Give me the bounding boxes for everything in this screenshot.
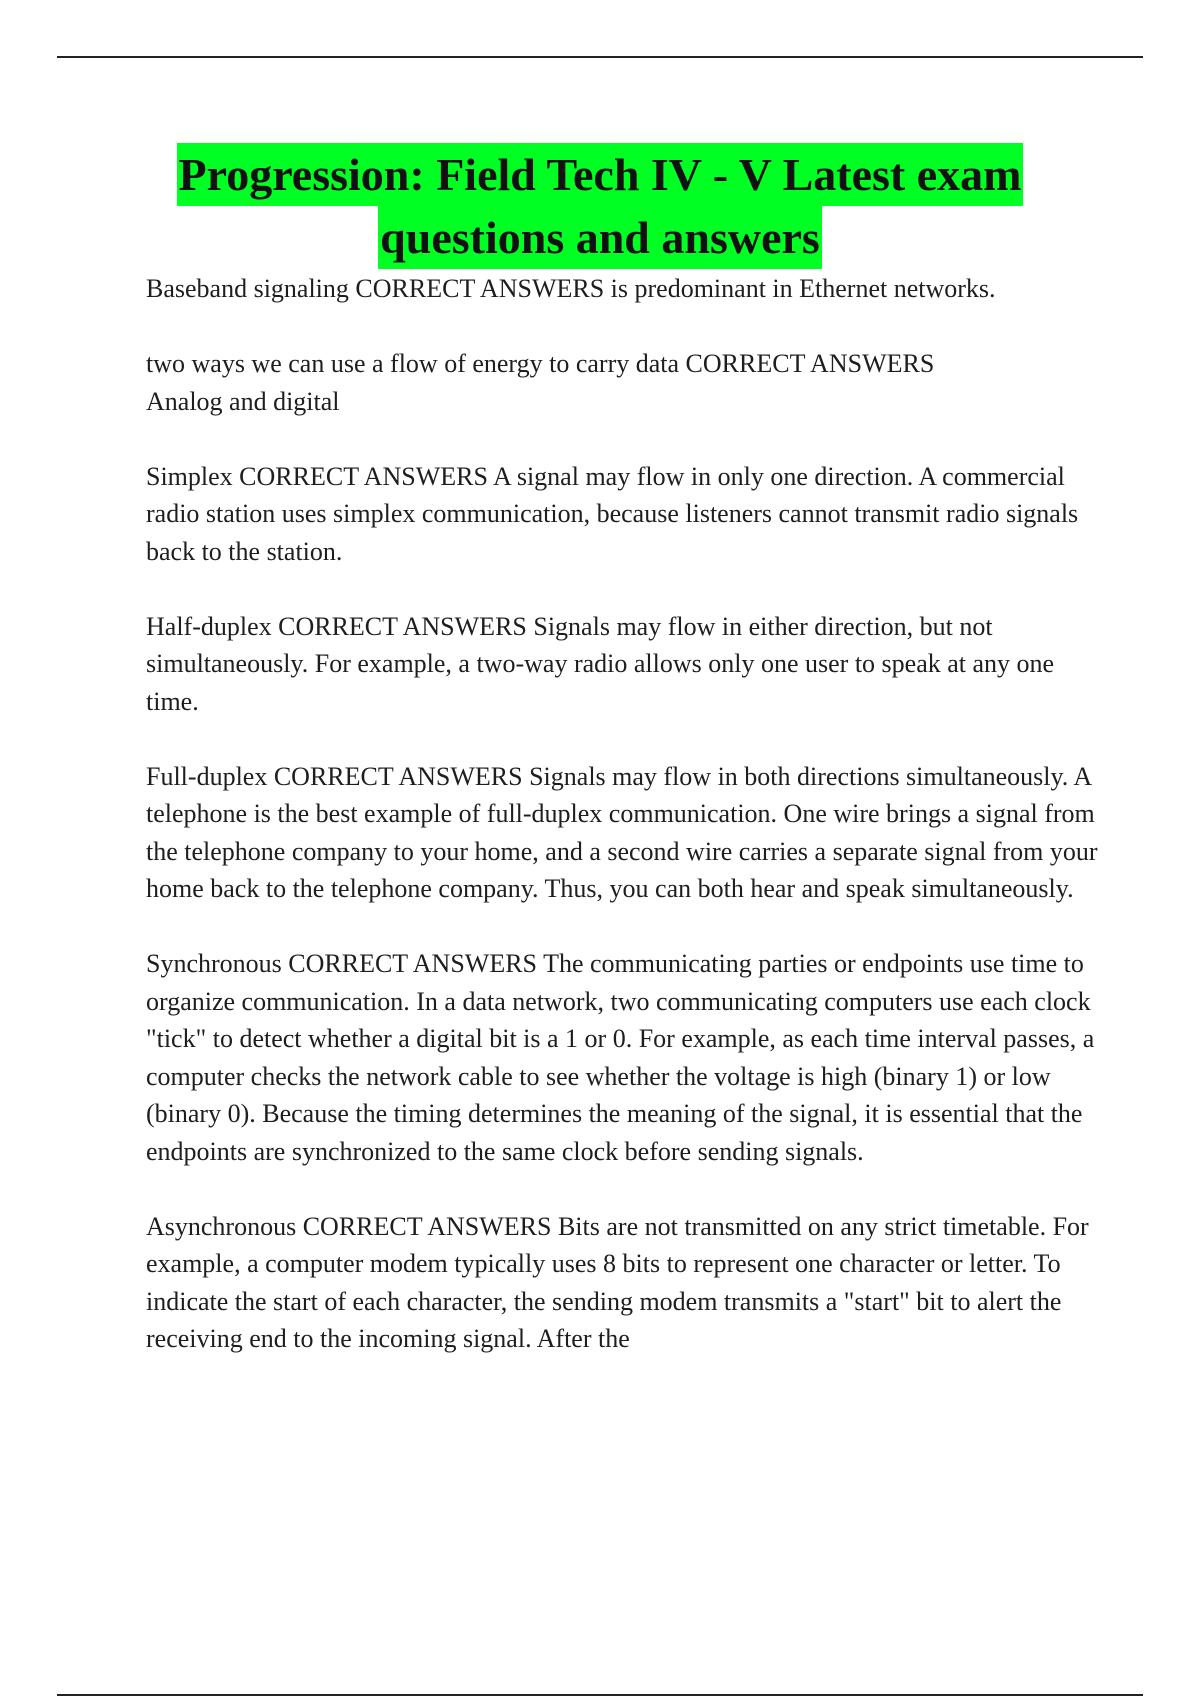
qa-term: two ways we can use a flow of energy to carry data [146, 349, 680, 378]
qa-answer: Bits are not transmitted on any strict timetable. For example, a computer modem typically uses 8 bits to represent one character or letter. To indicate the start of each character, the sending modem transmits a "start" bit to alert the receiving end to the incoming signal. After the [146, 1211, 1089, 1353]
qa-marker: CORRECT ANSWERS [302, 1211, 552, 1241]
qa-marker: CORRECT ANSWERS [239, 461, 488, 491]
qa-answer: Signals may flow in both directions simultaneously. A telephone is the best example of full-duplex communication. One wire brings a signal from the telephone company to your home, and a second wire carries a separate signal from your home back to the telephone company. Thus, you can both hear and speak simultaneously. [146, 761, 1098, 903]
qa-answer: is predominant in Ethernet networks. [610, 274, 996, 303]
qa-marker: CORRECT ANSWERS [685, 349, 935, 378]
qa-answer: The communicating parties or endpoints use time to organize communication. In a data network, two communicating computers use each clock "tick" to detect whether a digital bit is a 1 or 0. For example, as each time interval passes, a computer checks the network cable to see whether the voltage is high (binary 1) or low (binary 0). Because the timing determines the meaning of the signal, it is essential that the endpoints are synchronized to the same clock before sending signals. [146, 949, 1095, 1166]
qa-entry-baseband [146, 270, 1106, 308]
document-title [0, 143, 1200, 269]
qa-answer: Signals may flow in either direction, but not simultaneously. For example, a two-way radio allows only one user to speak at any one time. [146, 611, 1055, 716]
qa-entry-simplex [146, 458, 1106, 571]
title-line-2: questions and answers [378, 206, 822, 269]
qa-marker: CORRECT ANSWERS [355, 274, 605, 303]
qa-entry-asynchronous [146, 1208, 1106, 1358]
qa-entry-half-duplex [146, 608, 1106, 721]
footer-rule [57, 1694, 1143, 1696]
header-rule [57, 56, 1143, 58]
qa-term: Baseband signaling [146, 274, 349, 303]
qa-entry-synchronous [146, 945, 1106, 1170]
qa-term: Full-duplex [146, 761, 268, 791]
qa-marker: CORRECT ANSWERS [278, 611, 527, 641]
qa-marker: CORRECT ANSWERS [273, 761, 523, 791]
qa-entry-energy-flow [146, 345, 1106, 420]
qa-term: Asynchronous [146, 1211, 297, 1241]
qa-answer: A signal may flow in only one direction. A commercial radio station uses simplex communication, because listeners cannot transmit radio signals back to the station. [146, 461, 1079, 566]
qa-term: Synchronous [146, 949, 282, 978]
qa-answer: Analog and digital [146, 386, 340, 416]
qa-list [146, 270, 1106, 1395]
qa-entry-full-duplex [146, 758, 1106, 908]
qa-term: Simplex [146, 461, 233, 491]
qa-term: Half-duplex [146, 611, 272, 641]
title-line-1: Progression: Field Tech IV - V Latest exam [177, 143, 1024, 206]
qa-marker: CORRECT ANSWERS [288, 949, 538, 978]
